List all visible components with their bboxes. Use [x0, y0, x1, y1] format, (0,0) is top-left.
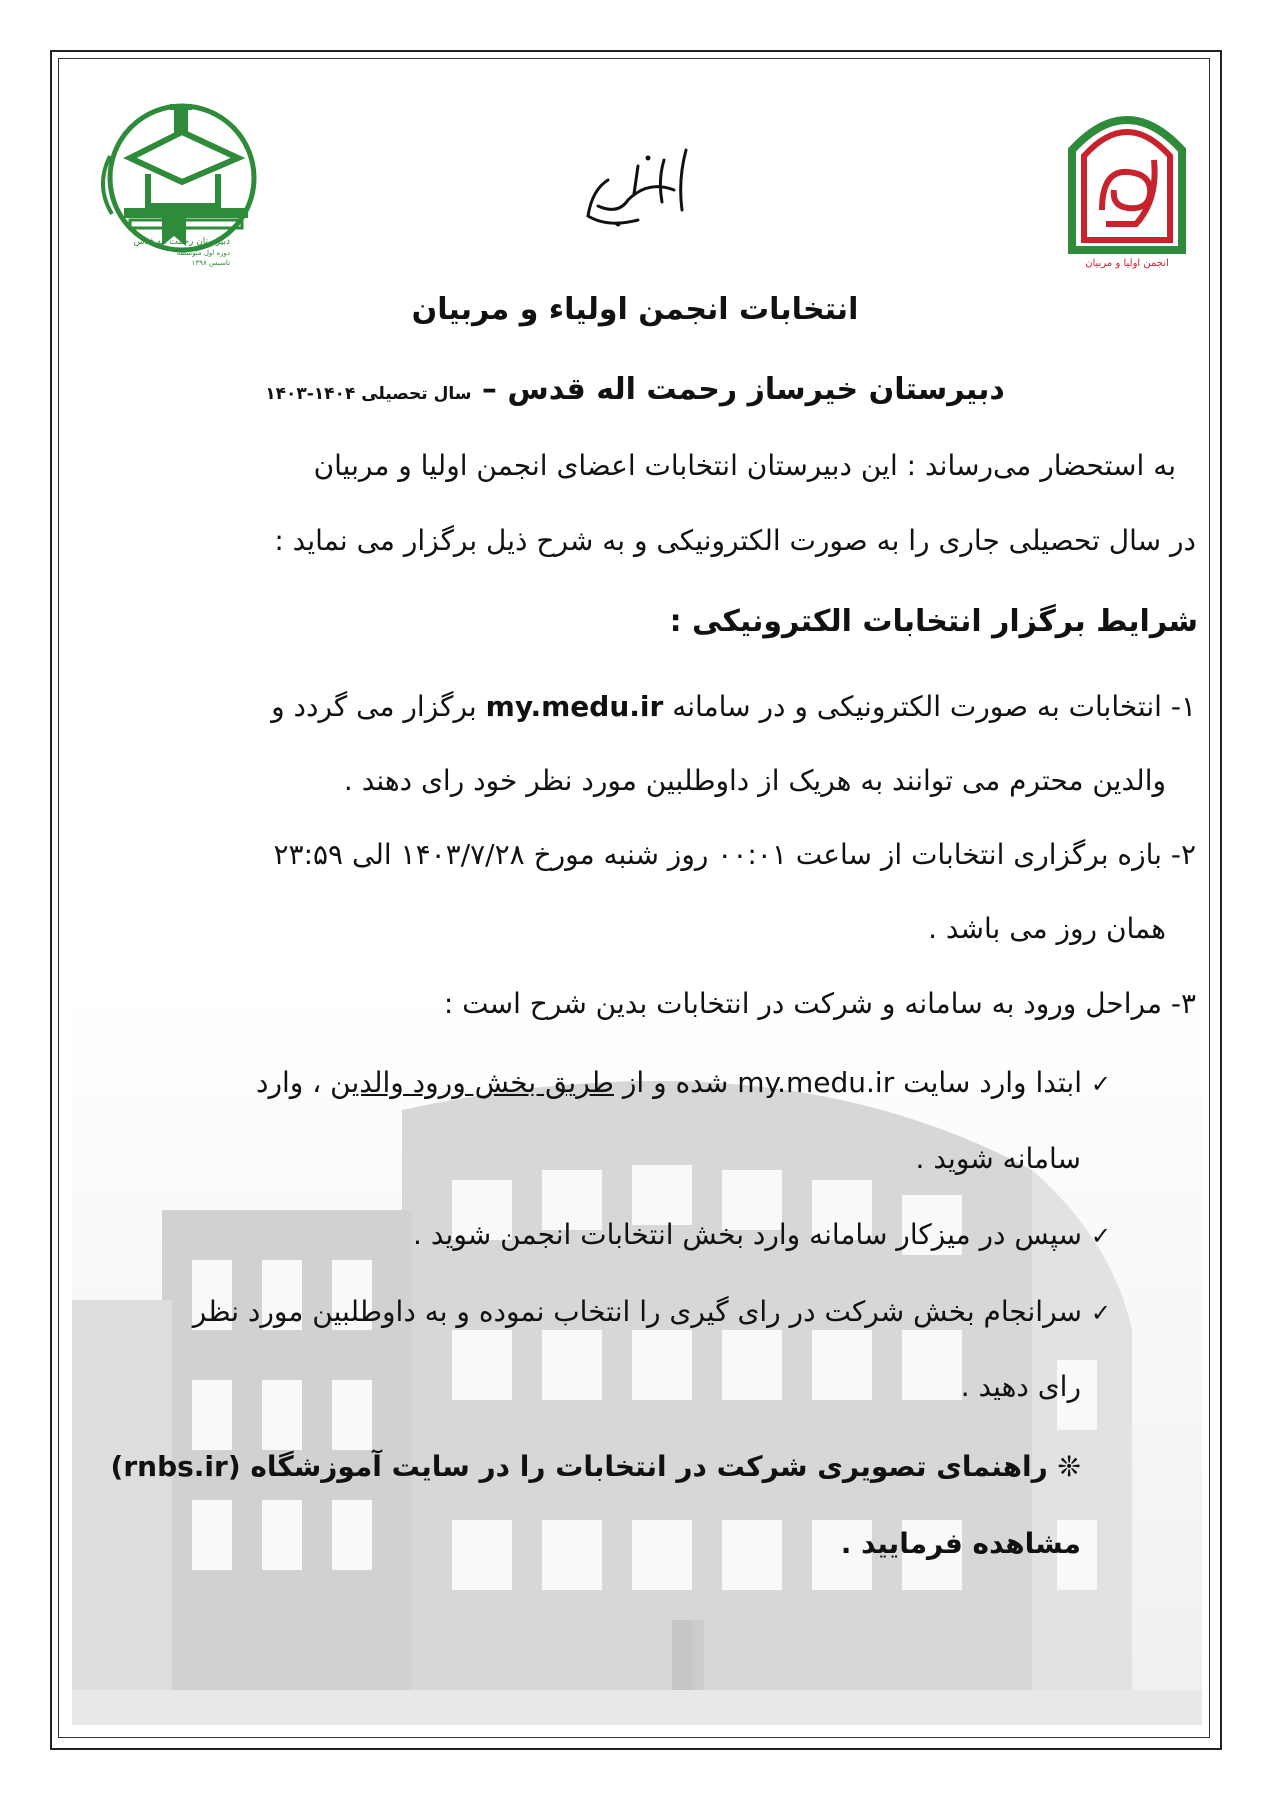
step-3-text: سرانجام بخش شرکت در رای گیری را انتخاب نموده و به داوطلبین مورد نظر	[192, 1295, 1082, 1328]
item-1-prefix: ۱- انتخابات به صورت الکترونیکی و در سامانه	[672, 690, 1196, 723]
academic-year: سال تحصیلی ۱۴۰۴-۱۴۰۳	[265, 384, 472, 404]
step-1-site: my.medu.ir	[737, 1066, 895, 1099]
checkmark-icon: ✓	[1090, 1070, 1111, 1098]
asterisk-icon: ❊	[1057, 1450, 1081, 1483]
logo-left-text: دبیرستان رحمت اله قدس	[133, 237, 230, 247]
step-2	[211, 1216, 1111, 1255]
association-logo	[1062, 90, 1192, 270]
checkmark-icon: ✓	[1090, 1299, 1111, 1327]
note-line-1	[81, 1448, 1081, 1486]
school-building-background	[72, 1000, 1202, 1725]
logo-left-subtext: دوره اول متوسطه	[176, 249, 230, 257]
step-1-c: ، وارد	[256, 1066, 322, 1099]
intro-line-2: در سال تحصیلی جاری را به صورت الکترونیکی و به شرح ذیل برگزار می نماید :	[274, 524, 1196, 557]
item-1-line-1	[86, 688, 1196, 726]
school-title	[160, 372, 1110, 407]
conditions-heading: شرایط برگزار انتخابات الکترونیکی :	[669, 604, 1198, 639]
calligraphy-text: باسمه تعالی	[635, 229, 641, 230]
step-1-link: طریق بخش ورود والدین	[330, 1066, 614, 1099]
logo-right-text: انجمن اولیا و مربیان	[1085, 258, 1169, 269]
step-2-text: سپس در میزکار سامانه وارد بخش انتخابات انجمن شوید .	[413, 1218, 1082, 1251]
step-1-b: شده و از	[622, 1066, 729, 1099]
intro-line-1: به استحضار می‌رساند : این دبیرستان انتخابات اعضای انجمن اولیا و مربیان	[313, 449, 1176, 482]
item-1-suffix: برگزار می گردد و	[271, 690, 477, 723]
step-1-line-1	[111, 1064, 1111, 1103]
step-1-line-2: سامانه شوید .	[915, 1142, 1081, 1175]
item-1-line-2: والدین محترم می توانند به هریک از داوطلبین مورد نظر خود رای دهند .	[343, 764, 1166, 797]
title-dash: –	[481, 372, 497, 407]
note-text: راهنمای تصویری شرکت در انتخابات را در سایت آموزشگاه (rnbs.ir)	[110, 1450, 1048, 1483]
step-3-line-1	[111, 1293, 1111, 1332]
calligraphy-bismillah	[578, 140, 698, 230]
step-3-line-2: رای دهید .	[960, 1370, 1081, 1403]
school-logo	[90, 96, 260, 271]
item-3-line-1: ۳- مراحل ورود به سامانه و شرکت در انتخابات بدین شرح است :	[443, 987, 1196, 1020]
note-line-2: مشاهده فرمایید .	[840, 1527, 1081, 1560]
item-2-line-1: ۲- بازه برگزاری انتخابات از ساعت ۰۰:۰۱ روز شنبه مورخ ۱۴۰۳/۷/۲۸ الی ۲۳:۵۹	[273, 838, 1196, 871]
logo-left-established: تاسیس ۱۳۹۸	[191, 259, 230, 267]
step-1-a: ابتدا وارد سایت	[903, 1066, 1082, 1099]
checkmark-icon: ✓	[1090, 1222, 1111, 1250]
item-1-site: my.medu.ir	[485, 690, 664, 723]
page-title: انتخابات انجمن اولیاء و مربیان	[411, 292, 859, 327]
school-name: دبیرستان خیرساز رحمت اله قدس	[507, 372, 1005, 407]
item-2-line-2: همان روز می باشد .	[928, 912, 1166, 945]
